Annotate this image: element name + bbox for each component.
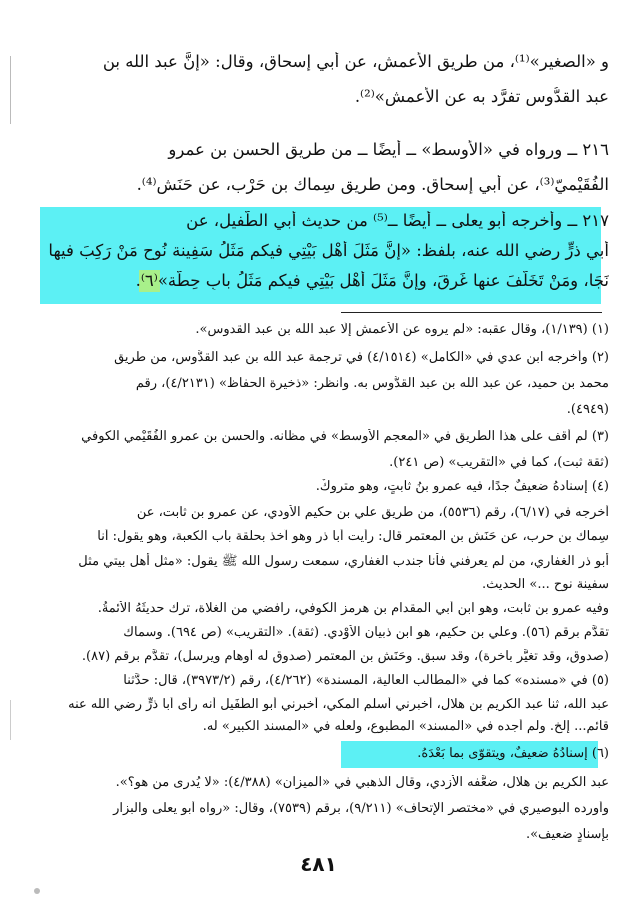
scan-dot bbox=[34, 888, 40, 894]
hadith-217-line: ٢١٧ ــ وأخرجه أبو يعلى ــ أيضًا ــ⁽⁵⁾ من حديث أبي الطُّفيل، عن bbox=[186, 211, 609, 230]
footnote-line: سفينة نوح ...» الحديث. bbox=[481, 577, 609, 592]
footnote-separator bbox=[341, 312, 602, 313]
footnote-line: بإسنادٍ ضعيف». bbox=[525, 827, 609, 842]
scan-margin-mark bbox=[10, 56, 11, 124]
footnote-line: محمد بن حميد، عن عبد الله بن عبد القدُّوس به. وانظر: «ذخيرة الحفاظ» (٤/٢١٣١)، رقم bbox=[135, 376, 609, 391]
hadith-216-line: ٢١٦ ــ ورواه في «الأوسط» ــ أيضًا ــ من طريق الحسن بن عمرو bbox=[168, 140, 609, 159]
scan-margin-mark bbox=[10, 700, 11, 740]
footnote-6-heading: (٦) إسنادُهُ ضعيفٌ، ويتقوّى بما بَعْدَهُ. bbox=[417, 746, 609, 761]
footnote-line: (٤) إسنادهُ ضعيفٌ جدًا، فيه عمرو بنُ ثابتٍ، وهو متروكٌ. bbox=[315, 479, 609, 494]
hadith-216-line: الفُقَيْميّ⁽³⁾، عن أبي إسحاق. ومن طريق سِماك بن حَرْب، عن حَنَش⁽⁴⁾. bbox=[136, 175, 609, 194]
footnote-line: وفيه عمرو بن ثابت، وهو ابن أبي المقدام بن هرمز الكوفي، رافضي من الغلاة، ترك حديثَهُ الأئمةُ. bbox=[97, 601, 609, 616]
footnote-line: تقدَّم برقم (٥٦). وعلي بن حكيم، هو ابن ذبيان الأَوْدي. (ثقة). «التقريب» (ص ٦٩٤). وسماك bbox=[123, 625, 609, 640]
footnote-line: عبد الله، ثنا عبد الكريم بن هلال، أخبرني أسلم المكي، أخبرني أبو الطُّفَيل أنه رأى أبا ذرٍّ رضي الله عنه bbox=[68, 697, 609, 712]
footnote-line: (صدوق، وقد تغيَّر بأخرة)، وقد سبق. وحَنَش بن المعتمر (صدوق له أوهام ويرسل)، تقدَّم برقم (٨٧). bbox=[81, 649, 609, 664]
footnote-line: أبو ذر الغفاري، من لم يعرفني فأنا جندب الغفاري، سمعت رسول الله ﷺ يقول: «مثل أهل بيتي مثل bbox=[78, 554, 609, 569]
footnote-line: (٥) في «مسنده» كما في «المطالب العالية، المسندة» (٤/٢٦٢)، رقم (٣٩٧٣/٢)، قال: حدَّثنا bbox=[123, 673, 609, 688]
footnote-line: (٢) وأخرجه ابن عدي في «الكامل» (٤/١٥١٤) في ترجمة عبد الله بن عبد القدُّوس، من طريق bbox=[114, 350, 609, 365]
footnote-line: وأورده البوصيري في «مختصر الإتحاف» (٩/٢١١)، برقم (٧٥٣٩)، وقال: «رواه أبو يعلى والبزار bbox=[113, 801, 609, 816]
footnote-line: (٣) لم أقف على هذا الطريق في «المعجم الأوسط» في مظانه. والحسن بن عمرو الفُقَيْمي الكوفي bbox=[81, 429, 609, 444]
footnote-line: أخرجه في (٦/١٧)، رقم (٥٥٣٦)، من طريق علي بن حكيم الأودي، عن عمرو بن ثابت، عن bbox=[136, 505, 609, 520]
footnote-line: (٤٩٤٩). bbox=[566, 402, 609, 417]
page-number: ٤٨١ bbox=[300, 852, 337, 876]
footnote-line: عبد الكريم بن هلال، ضعَّفه الأزدي، وقال الذهبي في «الميزان» (٤/٣٨٨): «لا يُدرى من هو؟». bbox=[115, 775, 609, 790]
main-text-line: و «الصغير»⁽¹⁾، من طريق الأعمش، عن أبي إسحاق، وقال: «إنَّ عبد الله بن bbox=[102, 52, 609, 71]
hadith-217-line: أبي ذرٍّ رضي الله عنه، بلفظ: «إنَّ مَثَلَ أَهْلِ بَيْتِي فيكم مَثَلُ سَفِينة نُوحٍ مَنْ رَكِبَ فيها bbox=[48, 241, 609, 260]
footnote-line: سِماك بن حرب، عن حَنَش بن المعتمر قال: رأيت أبا ذر وهو آخذ بحلقة باب الكعبة، وهو يقول: أنا bbox=[97, 529, 609, 544]
footnote-line: (ثقة ثبت)، كما في «التقريب» (ص ٢٤١). bbox=[389, 455, 609, 470]
main-text-line: عبد القدُّوس تفرَّد به عن الأعمش»⁽²⁾. bbox=[354, 87, 609, 106]
footnote-line: (١) (١/١٣٩)، وقال عقبه: «لم يروه عن الأعمش إلَّا عبد الله بن عبد القدوس». bbox=[195, 322, 609, 337]
footnote-line: قائم... إلخ. ولم أجده في «المسند» المطبوع، ولعلَّه في «المسند الكبير» له. bbox=[202, 719, 609, 734]
hadith-217-line: نَجَا، ومَنْ تَخَلَّفَ عنها غَرِقَ، وإنَّ مَثَلَ أَهْلِ بَيْتِي فيكم مَثَلُ بابِ حِطَّة»⁽٦⁾. bbox=[135, 271, 609, 290]
